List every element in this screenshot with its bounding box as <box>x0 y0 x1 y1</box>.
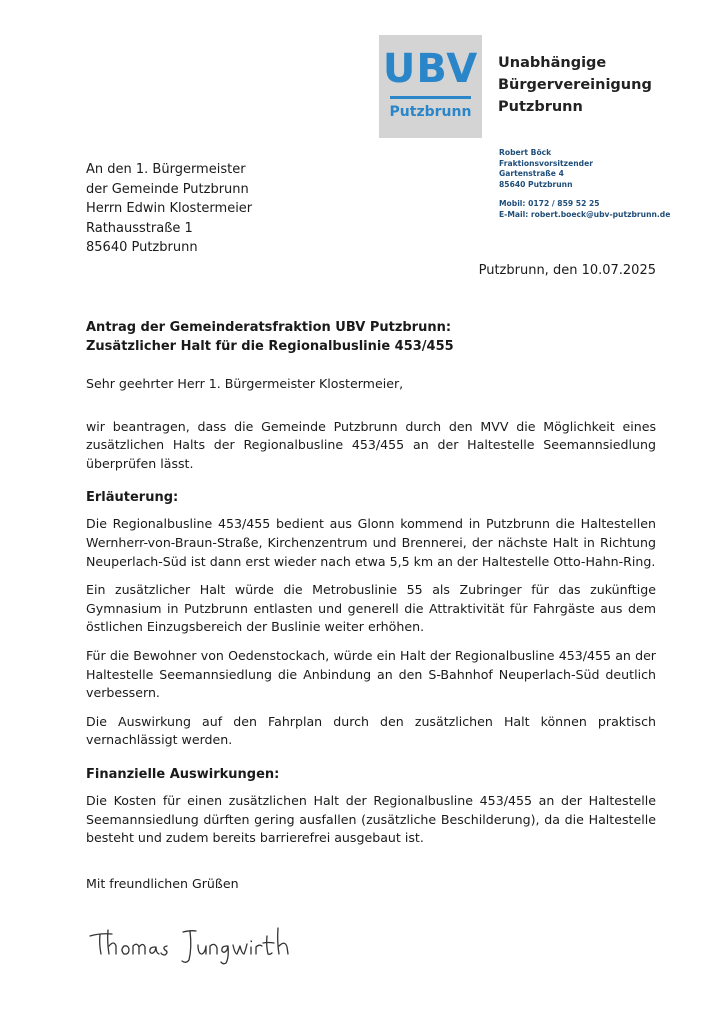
sender-mobile: Mobil: 0172 / 859 52 25 <box>499 199 600 208</box>
explanation-paragraph: Die Auswirkung auf den Fahrplan durch den zusätzlichen Halt können praktisch vernachlässigt werden. <box>86 713 656 748</box>
sender-street: Gartenstraße 4 <box>499 169 564 178</box>
sender-gap <box>499 190 670 199</box>
explanation-paragraph: Die Regionalbusline 453/455 bedient aus Glonn kommend in Putzbrunn die Haltestellen Wernherr-von-Braun-Straße, Kirchenzentrum und Brennerei, der nächste Halt in Richtung Neuperlach-Süd ist dann erst wieder nach etwa 5,5 km an der Haltestelle Otto-Hahn-Ring. <box>86 516 656 569</box>
recipient-line: 85640 Putzbrunn <box>86 240 198 255</box>
recipient-line: Rathausstraße 1 <box>86 220 193 236</box>
financial-paragraph: Die Kosten für einen zusätzlichen Halt der Regionalbusline 453/455 an der Haltestelle Seemannsiedlung dürften gering ausfallen (zusätzliche Beschilderung), da die Haltestelle besteht und zudem bereits barrierefrei ausgebaut ist. <box>86 792 656 846</box>
explanation-heading: Erläuterung: <box>86 490 179 506</box>
recipient-line: Herrn Edwin Klostermeier <box>86 201 253 216</box>
organization-name <box>498 52 652 118</box>
logo <box>379 35 482 138</box>
logo-divider <box>390 96 471 99</box>
closing: Mit freundlichen Grüßen <box>86 875 239 891</box>
subject-line: Zusätzlicher Halt für die Regionalbuslinie 453/455 <box>86 339 454 354</box>
explanation-paragraph: Für die Bewohner von Oedenstockach, würde ein Halt der Regionalbusline 453/455 an der Haltestelle Seemannsiedlung die Anbindung an den S-Bahnhof Neuperlach-Süd deutlich verbessern. <box>86 647 656 701</box>
sender-name: Robert Böck <box>499 148 552 157</box>
sender-block <box>499 148 670 220</box>
salutation: Sehr geehrter Herr 1. Bürgermeister Klostermeier, <box>86 376 404 391</box>
sender-city: 85640 Putzbrunn <box>499 179 573 189</box>
recipient-line: der Gemeinde Putzbrunn <box>86 181 249 197</box>
recipient-line: An den 1. Bürgermeister <box>86 162 246 177</box>
explanation-paragraph: Ein zusätzlicher Halt würde die Metrobuslinie 55 als Zubringer für das zukünftige Gymnasium in Putzbrunn entlasten und generell die Attraktivität für Fahrgäste aus dem östlichen Einzugsbereich der Buslinie weiter erhöhen. <box>86 582 656 635</box>
subject-line: Antrag der Gemeinderatsfraktion UBV Putzbrunn: <box>86 320 452 335</box>
organization-line: Bürgervereinigung <box>498 77 652 93</box>
sender-email[interactable]: E-Mail: robert.boeck@ubv-putzbrunn.de <box>499 209 671 219</box>
intro-paragraph: wir beantragen, dass die Gemeinde Putzbrunn durch den MVV die Möglichkeit eines zusätzlichen Halts der Regionalbusline 453/455 an der Haltestelle Seemannsiedlung überprüfen lässt. <box>86 418 656 471</box>
letter-date: Putzbrunn, den 10.07.2025 <box>478 263 656 278</box>
signature <box>88 916 308 966</box>
logo-town: Putzbrunn <box>389 104 472 120</box>
letter-body <box>86 318 656 893</box>
sender-role: Fraktionsvorsitzender <box>499 158 593 168</box>
organization-line: Unabhängige <box>498 55 607 71</box>
financial-heading: Finanzielle Auswirkungen: <box>86 766 280 782</box>
logo-abbreviation: UBV <box>382 46 479 92</box>
subject <box>86 318 656 356</box>
recipient-address <box>86 160 252 258</box>
organization-line: Putzbrunn <box>498 99 583 115</box>
